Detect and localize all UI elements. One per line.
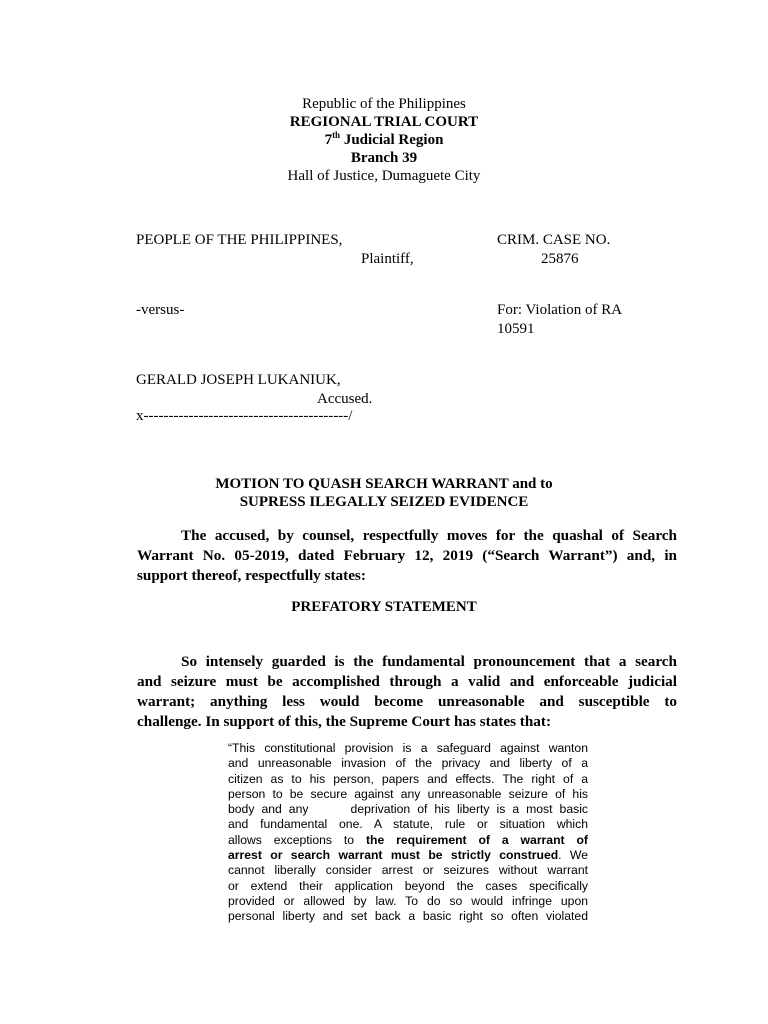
intro-line-3: support thereof, respectfully states: [137, 567, 366, 584]
quote-line-11: provided or allowed by law. To do so would infringe upon [228, 893, 588, 908]
prefatory-line-3: warrant; anything less would become unreasonable and susceptible to [137, 693, 677, 710]
quote-line-12: personal liberty and set back a basic right so often violated [228, 909, 588, 924]
offense-line-1: For: Violation of RA [497, 302, 623, 318]
block-quote [228, 741, 588, 925]
quote-line-7 [228, 833, 588, 848]
motion-title-line-1: MOTION TO QUASH SEARCH WARRANT and to [215, 476, 553, 492]
quote-line-2: and unreasonable invasion of the privacy and liberty of a [228, 756, 588, 771]
case-number: 25876 [541, 251, 579, 267]
quote-line-8-text: . We [558, 848, 588, 863]
region-ordinal-suffix: th [332, 130, 341, 140]
versus-label: -versus- [136, 302, 185, 318]
prefatory-line-4: challenge. In support of this, the Supreme Court has states that: [137, 713, 552, 730]
quote-line-4: person to be secure against any unreasonable seizure of his [228, 786, 588, 801]
section-heading: PREFATORY STATEMENT [291, 599, 477, 615]
branch: Branch 39 [350, 150, 418, 166]
accused-role: Accused. [317, 391, 373, 407]
quote-line-10: or extend their application beyond the cases specifically [228, 878, 588, 893]
quote-line-1: “This constitutional provision is a safeguard against wanton [228, 741, 588, 755]
plaintiff-role: Plaintiff, [361, 251, 414, 267]
quote-line-8 [228, 848, 588, 863]
quote-line-5: body and any deprivation of his liberty is a most basic [228, 802, 588, 817]
quote-line-9: cannot liberally consider arrest or seizures without warrant [228, 863, 588, 878]
accused-name: GERALD JOSEPH LUKANIUK, [136, 372, 341, 388]
caption-divider: x-----------------------------------------/ [136, 408, 353, 424]
court-location: Hall of Justice, Dumaguete City [287, 168, 481, 184]
case-number-label: CRIM. CASE NO. [497, 232, 611, 248]
quote-line-7-emphasis: the requirement of a warrant of [365, 832, 588, 847]
prefatory-line-1: So intensely guarded is the fundamental pronouncement that a search [181, 653, 677, 670]
offense-line-2: 10591 [497, 321, 535, 337]
quote-line-3: citizen as to his person, papers and effects. The right of a [228, 771, 588, 786]
court-name: REGIONAL TRIAL COURT [289, 114, 479, 130]
quote-line-8-emphasis: arrest or search warrant must be strictly construed [228, 848, 559, 863]
motion-title-line-2: SUPRESS ILEGALLY SEIZED EVIDENCE [239, 494, 529, 510]
quote-line-7-text: allows exceptions to [228, 832, 366, 847]
prefatory-line-2: and seizure must be accomplished through a valid and enforceable judicial [137, 673, 677, 690]
court-header [0, 95, 768, 185]
prefatory-paragraph [137, 652, 677, 732]
intro-line-1: The accused, by counsel, respectfully moves for the quashal of Search [181, 527, 677, 544]
judicial-region [0, 131, 768, 149]
intro-paragraph [137, 526, 677, 586]
intro-line-2: Warrant No. 05-2019, dated February 12, 2019 (“Search Warrant”) and, in [137, 547, 677, 564]
region-label: Judicial Region [340, 132, 444, 148]
plaintiff-name: PEOPLE OF THE PHILIPPINES, [136, 232, 343, 248]
republic-line: Republic of the Philippines [302, 96, 466, 112]
region-number: 7 [324, 132, 333, 148]
quote-line-6: and fundamental one. A statute, rule or situation which [228, 817, 588, 832]
